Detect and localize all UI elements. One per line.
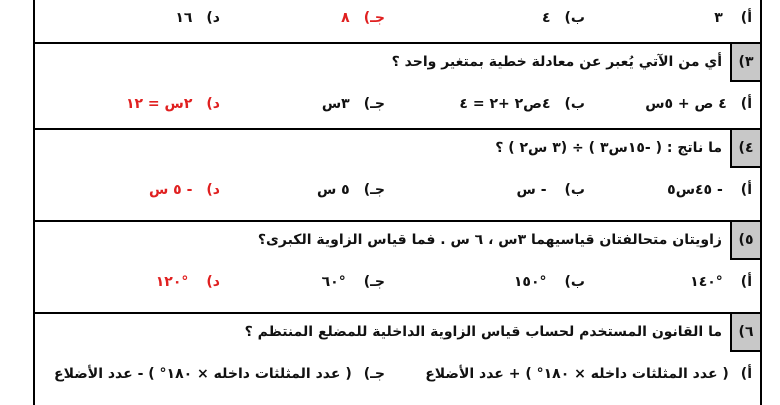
option-letter: ب) (564, 10, 585, 26)
option-value: - س (516, 182, 547, 198)
question-number: ٣) (738, 54, 754, 70)
answer-row-q3 (35, 86, 760, 122)
option-letter: جـ) (363, 366, 385, 382)
option-d[interactable] (149, 172, 220, 208)
option-a[interactable] (690, 264, 752, 300)
option-value: ٢س = ١٢ (125, 96, 193, 112)
option-a[interactable] (667, 172, 752, 208)
question-5 (35, 222, 760, 258)
option-b[interactable] (517, 172, 585, 208)
question-number: ٥) (738, 232, 754, 248)
question-text: ما ناتج : ( -١٥س٣ ) ÷ (٣ س٢ ) ؟ (495, 140, 722, 156)
question-number-box (730, 222, 760, 260)
question-3 (35, 44, 760, 80)
question-4 (35, 130, 760, 166)
option-letter: ب) (564, 274, 585, 290)
option-letter: ب) (564, 182, 585, 198)
option-value: ٣ (714, 10, 723, 26)
answer-row-q6 (35, 356, 760, 392)
answer-row-q5 (35, 264, 760, 300)
question-number-box (730, 314, 760, 352)
answer-row-q4 (35, 172, 760, 208)
answer-row-q2 (35, 0, 760, 36)
option-letter: د) (206, 274, 220, 290)
question-number-box (730, 130, 760, 168)
question-number: ٤) (738, 140, 754, 156)
question-number-box (730, 44, 760, 82)
option-letter: جـ) (363, 10, 385, 26)
option-c[interactable] (54, 356, 385, 392)
option-b[interactable] (459, 86, 585, 122)
option-value: ٤ ص + ٥س (645, 96, 727, 112)
option-value: ٥ س (316, 182, 350, 198)
option-letter: أ) (740, 182, 752, 198)
option-value: ٦٠° (321, 274, 346, 290)
option-b[interactable] (542, 0, 585, 36)
question-text: أي من الآتي يُعبر عن معادلة خطية بمتغير واحد ؟ (391, 54, 722, 70)
option-d[interactable] (175, 0, 220, 36)
option-a[interactable] (425, 356, 752, 392)
option-c[interactable] (341, 0, 385, 36)
option-c[interactable] (322, 86, 385, 122)
option-value: ١٢٠° (155, 274, 189, 290)
option-c[interactable] (322, 264, 385, 300)
option-letter: جـ) (363, 96, 385, 112)
option-letter: د) (206, 182, 220, 198)
option-letter: جـ) (363, 182, 385, 198)
option-value: - ٥ س (148, 182, 193, 198)
option-letter: ب) (564, 96, 585, 112)
option-b[interactable] (514, 264, 585, 300)
option-letter: أ) (740, 366, 752, 382)
option-letter: د) (206, 10, 220, 26)
option-value: ( عدد المثلثات داخله × ١٨٠° ) + عدد الأضلاع (425, 366, 729, 382)
question-text: زاويتان متحالفتان قياسيهما ٣س ، ٦ س . فما قياس الزاوية الكبرى؟ (257, 232, 722, 248)
option-value: ٤ (541, 10, 551, 26)
option-value: ( عدد المثلثات داخله × ١٨٠° ) - عدد الأضلاع (54, 366, 352, 382)
option-a[interactable] (645, 86, 752, 122)
option-value: - ٤٥س٥ (667, 182, 723, 198)
option-d[interactable] (156, 264, 220, 300)
option-value: ١٥٠° (513, 274, 547, 290)
option-letter: د) (206, 96, 220, 112)
option-value: ٨ (341, 10, 350, 26)
quiz-table (33, 0, 762, 405)
option-letter: أ) (740, 274, 752, 290)
option-value: ٤ص٢ +٢ = ٤ (459, 96, 551, 112)
option-letter: جـ) (363, 274, 385, 290)
question-text: ما القانون المستخدم لحساب قياس الزاوية الداخلية للمضلع المنتظم ؟ (244, 324, 722, 340)
option-c[interactable] (317, 172, 385, 208)
question-number: ٦) (738, 324, 754, 340)
option-d[interactable] (126, 86, 220, 122)
option-letter: أ) (740, 96, 752, 112)
option-a[interactable] (714, 0, 752, 36)
option-value: ١٤٠° (690, 274, 723, 290)
option-value: ١٦ (175, 10, 193, 26)
question-6 (35, 314, 760, 350)
option-value: ٣س (321, 96, 350, 112)
option-letter: أ) (740, 10, 752, 26)
